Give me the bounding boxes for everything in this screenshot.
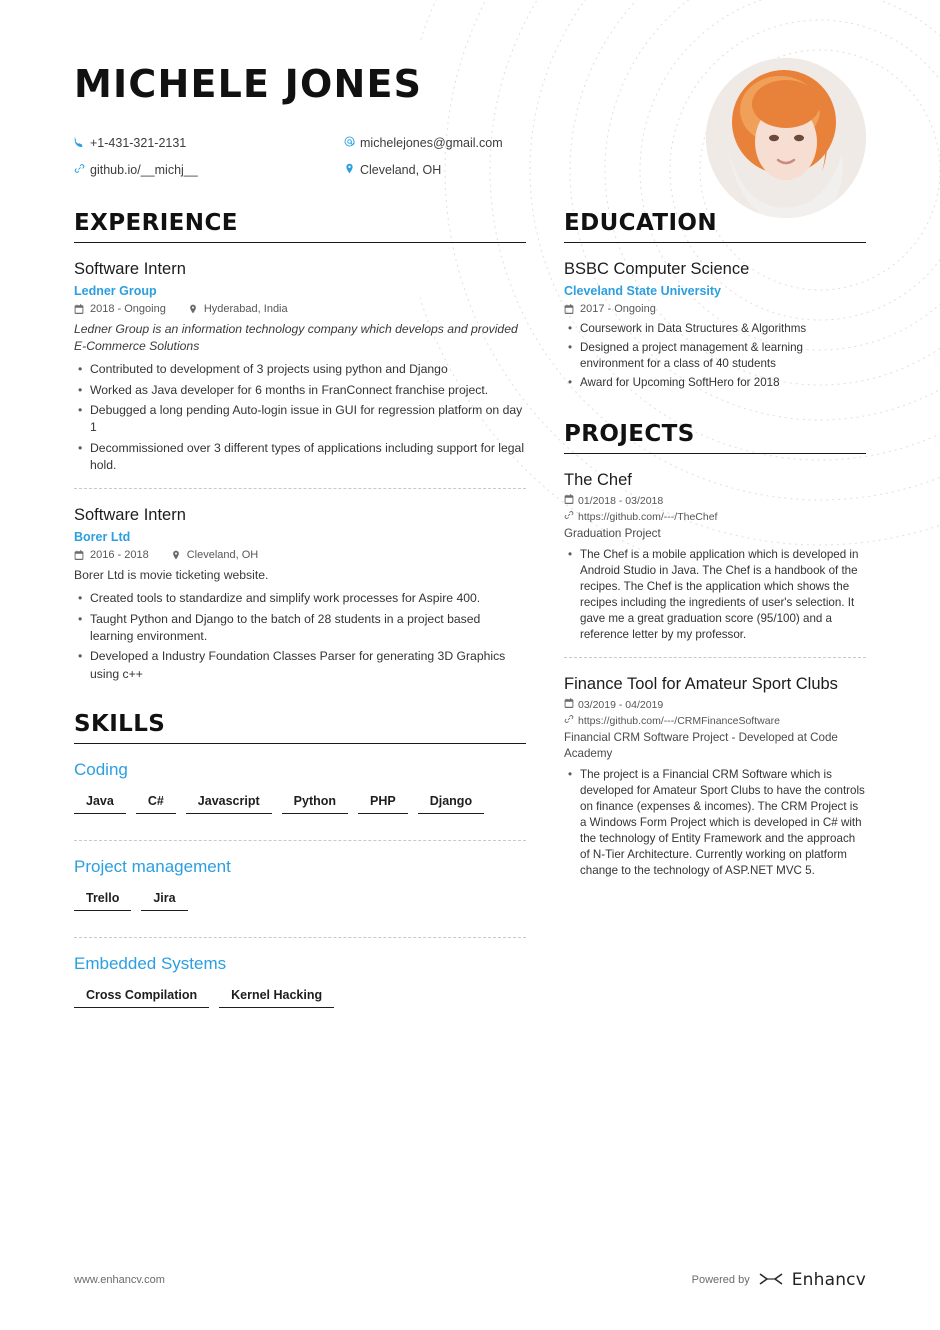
link-icon — [564, 714, 574, 727]
page-title: MICHELE JONES — [74, 62, 423, 106]
list-item: • Coursework in Data Structures & Algorithms — [578, 321, 866, 337]
skill-group-title: Coding — [74, 759, 128, 779]
list-item: • Designed a project management & learning environment for a class of 40 students — [578, 340, 866, 372]
entry-divider — [564, 657, 866, 658]
skill-chip: PHP — [358, 794, 408, 814]
entry-title: BSBC Computer Science — [564, 260, 750, 278]
powered-by — [692, 1270, 866, 1290]
list-item: • The project is a Financial CRM Software which is developed for Amateur Sport Clubs to have the controls on finance (expenses & incomes). The CRM Project is a Windows Form Project which is developed in C# with the technology of Entity Framework and the approach of N-Tier Architecture. Currently working on platform change to the technology of ASP.NET MVC 5. — [578, 767, 866, 879]
entry-date: 2017 - Ongoing — [580, 302, 656, 315]
list-item: • Taught Python and Django to the batch of 28 students in a project based learning environment. — [88, 611, 526, 646]
calendar-icon — [74, 304, 84, 314]
skill-chip: Python — [282, 794, 348, 814]
experience-entry — [74, 259, 526, 474]
skill-chip: Trello — [74, 891, 131, 911]
contact-phone-text: +1-431-321-2131 — [90, 136, 187, 150]
entry-date: 2018 - Ongoing — [90, 302, 166, 315]
calendar-icon — [564, 304, 574, 314]
entry-meta — [74, 303, 526, 315]
entry-bullets — [564, 767, 866, 879]
entry-title: Software Intern — [74, 260, 186, 278]
skill-chip: Java — [74, 794, 126, 814]
powered-by-label: Powered by — [691, 1274, 750, 1286]
contact-email-text[interactable]: michelejones@gmail.com — [360, 136, 503, 150]
project-entry — [564, 470, 866, 643]
calendar-icon — [564, 494, 574, 507]
section-rule — [74, 242, 526, 243]
skill-group-title: Project management — [74, 856, 231, 876]
list-item: • Award for Upcoming SoftHero for 2018 — [578, 375, 866, 391]
contact-link-text[interactable]: github.io/__michj__ — [90, 163, 198, 177]
entry-summary: Borer Ltd is movie ticketing website. — [74, 567, 269, 582]
email-icon — [344, 136, 360, 147]
skill-chip: C# — [136, 794, 176, 814]
section-title-experience: EXPERIENCE — [74, 210, 238, 236]
skill-chip: Jira — [141, 891, 187, 911]
section-title-education: EDUCATION — [564, 210, 718, 236]
location-icon — [171, 550, 181, 560]
section-experience — [74, 210, 526, 683]
phone-icon — [74, 136, 90, 147]
entry-meta — [564, 494, 866, 507]
entry-note: Financial CRM Software Project - Developed at Code Academy — [564, 731, 838, 760]
skill-chip: Javascript — [186, 794, 272, 814]
resume-header — [74, 0, 866, 210]
right-column — [564, 210, 866, 1044]
left-column — [74, 210, 526, 1044]
entry-link[interactable]: https://github.com/---/TheChef — [578, 510, 718, 523]
entry-bullets — [564, 321, 866, 391]
section-rule — [564, 453, 866, 454]
contact-list — [74, 136, 614, 190]
link-icon — [74, 163, 90, 174]
entry-divider — [74, 488, 526, 489]
entry-bullets — [74, 590, 526, 683]
list-item: • Contributed to development of 3 projects using python and Django — [88, 361, 526, 378]
entry-bullets — [74, 361, 526, 474]
entry-date: 01/2018 - 03/2018 — [578, 494, 664, 507]
resume-body — [74, 210, 866, 1044]
link-icon — [564, 510, 574, 523]
section-projects — [564, 421, 866, 879]
entry-title: The Chef — [564, 470, 632, 489]
entry-organization: Borer Ltd — [74, 529, 131, 544]
entry-organization: Cleveland State University — [564, 283, 722, 298]
skill-chip-list — [74, 988, 526, 1020]
calendar-icon — [564, 698, 574, 711]
list-item: • The Chef is a mobile application which is developed in Android Studio in Java. The Chef is a handbook of the recipes. The Chef is the application which shows the recipes including the ingredients of user's selection. It gave me a great graduation score (95/100) and a reference letter by my professor. — [578, 547, 866, 643]
project-entry — [564, 674, 866, 879]
list-item: • Worked as Java developer for 6 months in FranConnect franchise project. — [88, 382, 526, 399]
list-item: • Created tools to standardize and simplify work processes for Aspire 400. — [88, 590, 526, 607]
list-item: • Decommissioned over 3 different types of applications including support for legal hold. — [88, 440, 526, 475]
section-education — [564, 210, 866, 391]
skill-chip: Kernel Hacking — [219, 988, 334, 1008]
page-footer — [74, 1270, 866, 1290]
skill-divider — [74, 937, 526, 938]
experience-entry — [74, 505, 526, 683]
brand-name: Enhancv — [791, 1270, 866, 1290]
entry-location: Hyderabad, India — [203, 302, 288, 315]
entry-meta — [564, 698, 866, 711]
entry-location: Cleveland, OH — [186, 548, 259, 561]
enhancv-logo-icon — [758, 1271, 784, 1290]
skill-divider — [74, 840, 526, 841]
skill-chip: Django — [418, 794, 484, 814]
location-icon — [344, 163, 360, 174]
entry-date: 2016 - 2018 — [90, 548, 149, 561]
skill-group — [74, 760, 526, 826]
location-icon — [188, 304, 198, 314]
entry-date: 03/2019 - 04/2019 — [578, 698, 664, 711]
entry-meta — [564, 303, 866, 315]
section-rule — [564, 242, 866, 243]
skill-chip-list — [74, 794, 526, 826]
skill-group — [74, 857, 526, 923]
entry-organization: Ledner Group — [74, 283, 157, 298]
entry-title: Finance Tool for Amateur Sport Clubs — [564, 674, 838, 693]
entry-link-row[interactable] — [564, 510, 866, 523]
avatar — [706, 58, 866, 218]
entry-meta — [74, 549, 526, 561]
calendar-icon — [74, 550, 84, 560]
education-entry — [564, 259, 866, 391]
entry-summary: Ledner Group is an information technology company which develops and provided E-Commerce Solutions — [74, 321, 518, 353]
entry-bullets — [564, 547, 866, 643]
entry-link[interactable]: https://github.com/---/CRMFinanceSoftware — [578, 714, 780, 727]
entry-link-row[interactable] — [564, 714, 866, 727]
section-title-projects: PROJECTS — [564, 420, 695, 447]
contact-phone — [74, 136, 344, 151]
contact-email — [344, 136, 614, 151]
list-item: • Debugged a long pending Auto-login issue in GUI for regression platform on day 1 — [88, 402, 526, 437]
contact-location — [344, 163, 614, 178]
entry-note: Graduation Project — [564, 527, 661, 541]
skill-group-title: Embedded Systems — [74, 953, 227, 973]
list-item: • Developed a Industry Foundation Classes Parser for generating 3D Graphics using c++ — [88, 648, 526, 683]
section-rule — [74, 743, 526, 744]
skill-group — [74, 954, 526, 1020]
contact-link — [74, 163, 344, 178]
footer-website[interactable]: www.enhancv.com — [74, 1274, 165, 1286]
entry-title: Software Intern — [74, 506, 186, 525]
contact-location-text: Cleveland, OH — [360, 163, 442, 177]
skill-chip-list — [74, 891, 526, 923]
section-title-skills: SKILLS — [74, 710, 166, 737]
skill-chip: Cross Compilation — [74, 988, 209, 1008]
section-skills — [74, 711, 526, 1020]
